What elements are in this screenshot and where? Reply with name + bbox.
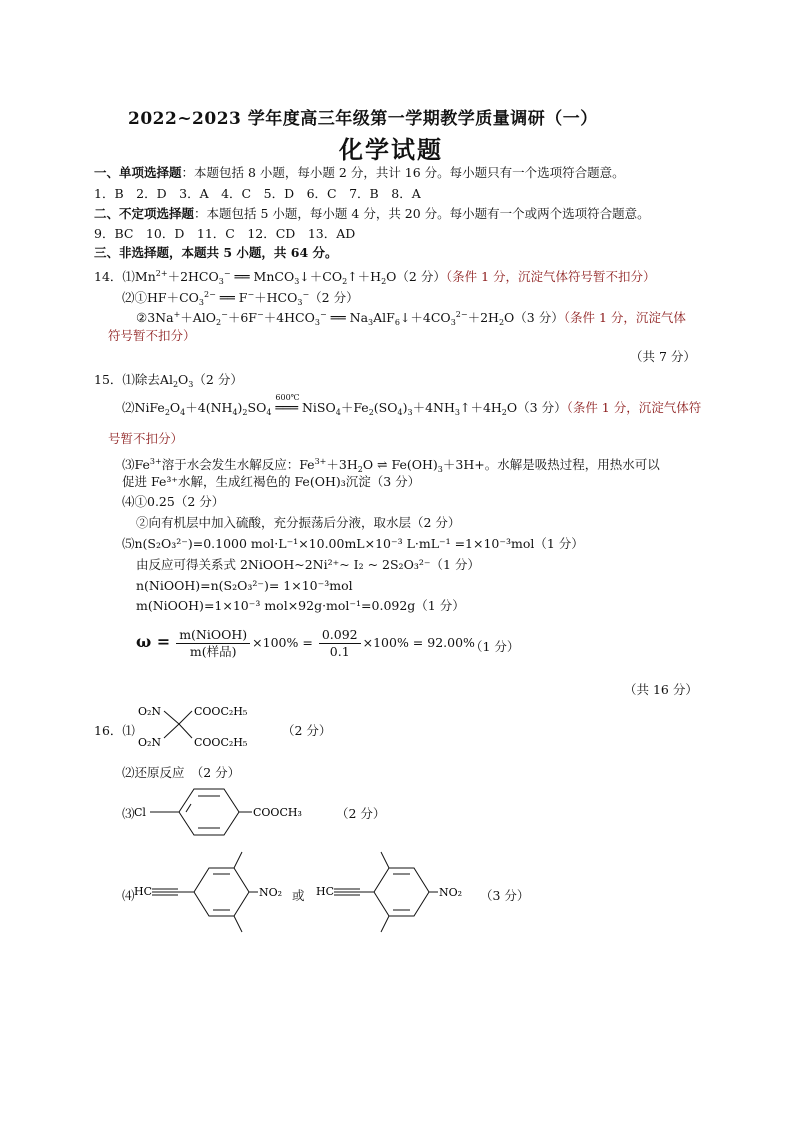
bond-line xyxy=(179,724,192,738)
section2-answers: 9．BC 10．D 11．C 12．CD 13．AD xyxy=(94,226,356,241)
q14-part2a: $⑵①HF+CO_3^{2-}$ ══ $F^-+HCO_3^-(2$ 分） xyxy=(122,290,359,307)
ethynyl-dimethyl-nitrobenzene-structure-b xyxy=(316,846,476,936)
q15-part5-line1: ⑸n(S₂O₃²⁻)=0.1000 mol·L⁻¹×10.00mL×10⁻³ L·mL⁻¹ =1×10⁻³mol（1 分） xyxy=(122,536,584,551)
q16-part2: ⑵还原反应 （2 分） xyxy=(122,765,241,780)
hc-label: HC xyxy=(134,885,153,898)
section2-desc: ：本题包括 5 小题，每小题 4 分，共 20 分。每小题有一个或两个选项符合题意。 xyxy=(194,206,650,221)
q15-p2-note: （条件 1 分，沉淀气体符 xyxy=(566,400,702,415)
q15-p3-e: Fe(OH) xyxy=(391,457,438,472)
q15-part2: $⑵NiFe_2O_4+4(NH_4)_2SO_4$ 600℃ ═══ $NiSO_4+Fe_2(SO_4)_3+4NH_3↑+4H_2O(3$ 分）（条件 1 分，沉淀气体符 xyxy=(122,400,701,421)
times-1: ×100% = xyxy=(252,635,313,650)
bond-line xyxy=(164,711,179,724)
q15-p3-b: 溶于水会发生水解反应：Fe xyxy=(161,457,315,472)
no2-label: O₂N xyxy=(138,705,162,718)
benzene-ring xyxy=(374,868,429,916)
q15-part4a: ⑷①0.25（2 分） xyxy=(122,494,225,509)
q14-p2a-score: （2 分） xyxy=(309,290,359,305)
q15-p2-score: （3 分） xyxy=(517,400,567,415)
section1-line xyxy=(94,165,625,181)
q15-part3: $⑶Fe^{3+}$溶于水会发生水解反应：$Fe^{3+}+3H_2O$ ⇌ $Fe(OH)_3+3H+$。水解是吸热过程，用热水可以 xyxy=(122,457,660,474)
q15-part5-line4: m(NiOOH)=1×10⁻³ mol×92g·mol⁻¹=0.092g（1 分） xyxy=(136,598,465,613)
ester-label: COOC₂H₅ xyxy=(194,736,248,749)
q15-p3-c: ＋3H xyxy=(326,457,358,472)
frac1-numerator: m(NiOOH) xyxy=(176,627,250,644)
q14-total: （共 7 分） xyxy=(630,349,696,364)
q15-part4b: ②向有机层中加入硫酸，充分振荡后分液，取水层（2 分） xyxy=(136,515,461,530)
q16-number: 16．⑴ xyxy=(94,723,135,738)
q14-p2b-note-cont: 符号暂不扣分） xyxy=(108,328,196,343)
q16-p4-label: ⑷ xyxy=(122,888,135,903)
no2-label: NO₂ xyxy=(439,886,463,899)
cl-label: Cl xyxy=(134,806,146,819)
section2-heading: 二、不定项选择题 xyxy=(94,206,195,221)
section1-answers: 1．B 2．D 3．A 4．C 5．D 6．C 7．B 8．A xyxy=(94,186,421,201)
section2-line xyxy=(94,206,650,222)
section1-heading: 一、单项选择题 xyxy=(94,165,182,180)
q15-omega-formula xyxy=(136,627,475,660)
section1-desc: ：本题包括 8 小题，每小题 2 分，共计 16 分。每小题只有一个选项符合题意。 xyxy=(181,165,625,180)
methyl-bond xyxy=(234,852,242,868)
q14-p2b-score: （3 分） xyxy=(514,310,564,325)
q15-p2-condition: 600℃ xyxy=(275,393,300,402)
ethynyl-dimethyl-nitrobenzene-structure-a xyxy=(134,846,294,936)
section3-heading: 三、非选择题，本题共 5 小题，共 64 分。 xyxy=(94,245,338,260)
q15-part1: 15．⑴除去$Al_2O_3(2$ 分） xyxy=(94,372,243,389)
frac2-numerator: 0.092 xyxy=(319,627,361,644)
no2-label: O₂N xyxy=(138,736,162,749)
q16-p4-score: （3 分） xyxy=(480,888,530,903)
q14-p1-score: （2 分） xyxy=(396,269,446,284)
q15-p3-a: ⑶Fe xyxy=(122,457,150,472)
q15-p5-score: （1 分） xyxy=(470,639,520,654)
ester-label: COOC₂H₅ xyxy=(194,705,248,718)
methyl-bond xyxy=(381,916,389,932)
q14-part2b: $②3Na^++AlO_2^-+6F^-+4HCO_3^-$ ══ $Na_3AlF_6↓+4CO_3^{2-}+2H_2O(3$ 分）（条件 1 分，沉淀气体 xyxy=(136,310,686,327)
q15-total: （共 16 分） xyxy=(624,682,698,697)
q16-p1-score: （2 分） xyxy=(282,723,332,738)
bond-line xyxy=(164,724,179,738)
methyl-bond xyxy=(381,852,389,868)
frac1-denominator: m(样品) xyxy=(189,644,237,659)
no2-label: NO₂ xyxy=(259,886,283,899)
q15-p3-d: O xyxy=(362,457,374,472)
frac2-denominator: 0.1 xyxy=(329,644,350,659)
times-2: ×100% = 92.00% xyxy=(362,635,475,650)
q16-p4-or: 或 xyxy=(292,888,305,903)
omega-symbol: ω = xyxy=(136,632,171,651)
q15-p3-f: ＋3H+。水解是吸热过程，用热水可以 xyxy=(442,457,660,472)
double-bond xyxy=(186,804,191,812)
hc-label: HC xyxy=(316,885,335,898)
q16-p3-label: ⑶ xyxy=(122,806,135,821)
q14-p1-note: （条件 1 分，沉淀气体符号暂不扣分） xyxy=(445,269,656,284)
ester-label: COOCH₃ xyxy=(253,806,302,819)
q14-p2b-note: （条件 1 分，沉淀气体 xyxy=(563,310,686,325)
q15-part3-cont: 促进 Fe³⁺水解，生成红褐色的 Fe(OH)₃沉淀（3 分） xyxy=(122,474,421,489)
benzene-ring xyxy=(194,868,249,916)
diethyl-dinitromalonate-structure xyxy=(134,696,264,752)
q16-p3-score: （2 分） xyxy=(336,806,386,821)
q15-part5-line3: n(NiOOH)=n(S₂O₃²⁻)= 1×10⁻³mol xyxy=(136,578,353,593)
q14-part1: 14．$⑴Mn^{2+}+2HCO_3^-$ ══ $MnCO_3↓+CO_2↑+H_2O(2$ 分）（条件 1 分，沉淀气体符号暂不扣分） xyxy=(94,269,656,286)
q15-p1-text: ⑴除去 xyxy=(122,372,160,387)
q15-part5-line2: 由反应可得关系式 2NiOOH~2Ni²⁺~ I₂ ~ 2S₂O₃²⁻（1 分） xyxy=(136,557,480,572)
q15-p1-score: （2 分） xyxy=(193,372,243,387)
methyl-bond xyxy=(234,916,242,932)
q15-p2-note-cont: 号暂不扣分） xyxy=(108,431,184,446)
methyl-4-chlorobenzoate-structure xyxy=(134,784,334,840)
q15-number: 15． xyxy=(94,372,123,387)
q14-number: 14． xyxy=(94,269,123,284)
bond-line xyxy=(179,711,192,724)
page-title: 2022~2023 学年度高三年级第一学期教学质量调研（一） xyxy=(128,109,598,129)
page-subtitle: 化学试题 xyxy=(339,135,443,164)
